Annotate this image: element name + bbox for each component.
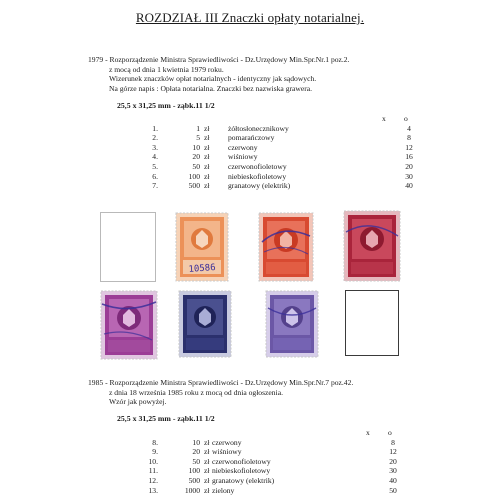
table-row	[140, 124, 440, 134]
face-value: 10	[192, 142, 200, 152]
table-row	[140, 162, 440, 172]
stamp-color: czerwonofioletowy	[228, 161, 287, 171]
price-used: 30	[405, 171, 413, 181]
price-used: 4	[407, 123, 411, 133]
catalog-number: 1.	[152, 123, 158, 133]
stamp-6-image	[265, 290, 319, 358]
stamp-color: niebieskofioletowy	[212, 466, 271, 476]
section-1979-text	[88, 55, 350, 93]
catalog-number: 5.	[152, 161, 158, 171]
table-row	[140, 438, 440, 448]
o-column-header: o	[404, 114, 408, 123]
stamp-color: niebieskofioletowy	[228, 171, 287, 181]
face-value: 50	[192, 456, 200, 466]
stamp-5	[178, 290, 232, 358]
face-value: 500	[188, 181, 200, 191]
catalog-number: 3.	[152, 142, 158, 152]
face-value: 5	[196, 133, 200, 143]
currency-unit: zł	[204, 161, 210, 171]
face-value: 100	[188, 171, 200, 181]
table-row	[140, 181, 440, 191]
stamp-color: czerwonofioletowy	[212, 456, 271, 466]
section-1985-line-1: 1985 - Rozporządzenie Ministra Sprawiedliwości - Dz.Urzędowy Min.Spr.Nr.7 poz.42.	[88, 378, 354, 387]
price-used: 50	[389, 485, 397, 495]
price-used: 16	[405, 152, 413, 162]
currency-unit: zł	[204, 447, 210, 457]
face-value: 500	[188, 475, 200, 485]
currency-unit: zł	[204, 437, 210, 447]
stamp-color: pomarańczowy	[228, 133, 275, 143]
price-used: 8	[407, 133, 411, 143]
section-1979-line-3: Wizerunek znaczków opłat notarialnych - identyczny jak sądowych.	[109, 74, 317, 84]
stamp-1	[175, 212, 229, 282]
price-used: 20	[405, 161, 413, 171]
catalog-number: 11.	[148, 466, 158, 476]
catalog-number: 6.	[152, 171, 158, 181]
price-used: 20	[389, 456, 397, 466]
face-value: 1	[196, 123, 200, 133]
stamp-1-handwritten-number: 10586	[188, 263, 216, 275]
price-used: 12	[405, 142, 413, 152]
stamp-3	[343, 210, 401, 282]
catalog-number: 10.	[148, 456, 158, 466]
face-value: 1000	[184, 485, 200, 495]
section-1979-table	[140, 114, 440, 191]
currency-unit: zł	[204, 171, 210, 181]
currency-unit: zł	[204, 152, 210, 162]
stamp-3-image	[343, 210, 401, 282]
catalog-number: 4.	[152, 152, 158, 162]
stamp-2	[258, 212, 314, 282]
currency-unit: zł	[204, 475, 210, 485]
catalog-number: 9.	[152, 447, 158, 457]
table-row	[140, 143, 440, 153]
stamp-color: granatowy (elektrik)	[228, 181, 291, 191]
currency-unit: zł	[204, 142, 210, 152]
section-1979-line-1: 1979 - Rozporządzenie Ministra Sprawiedliwości - Dz.Urzędowy Min.Spr.Nr.1 poz.2.	[88, 55, 350, 64]
face-value: 10	[192, 437, 200, 447]
currency-unit: zł	[204, 181, 210, 191]
face-value: 50	[192, 161, 200, 171]
catalog-number: 12.	[148, 475, 158, 485]
currency-unit: zł	[204, 123, 210, 133]
currency-unit: zł	[204, 456, 210, 466]
stamp-color: czerwony	[228, 142, 258, 152]
stamp-5-image	[178, 290, 232, 358]
table-row	[140, 447, 440, 457]
price-used: 8	[391, 437, 395, 447]
catalog-number: 7.	[152, 181, 158, 191]
section-1985-table	[140, 428, 440, 495]
table-row	[140, 152, 440, 162]
catalog-number: 13.	[148, 485, 158, 495]
section-1985-line-2: z dnia 18 września 1985 roku z mocą od dnia ogłoszenia.	[109, 387, 283, 397]
price-used: 30	[389, 466, 397, 476]
stamp-color: czerwony	[212, 437, 242, 447]
stamp-color: zielony	[212, 485, 235, 495]
currency-unit: zł	[204, 485, 210, 495]
empty-stamp-slot	[345, 290, 399, 356]
face-value: 20	[192, 447, 200, 457]
stamp-color: żółtosłonecznikowy	[228, 123, 289, 133]
section-1979-line-2: z mocą od dnia 1 kwietnia 1979 roku.	[109, 64, 224, 74]
table-row	[140, 476, 440, 486]
table-header	[140, 428, 440, 438]
table-row	[140, 133, 440, 143]
price-used: 12	[389, 447, 397, 457]
price-used: 40	[405, 181, 413, 191]
stamp-color: wiśniowy	[212, 447, 242, 457]
table-header	[140, 114, 440, 124]
catalog-number: 2.	[152, 133, 158, 143]
stamp-4-image	[100, 290, 158, 360]
stamp-4	[100, 290, 158, 360]
stamp-2-image	[258, 212, 314, 282]
table-row	[140, 466, 440, 476]
stamp-1-image	[175, 212, 229, 282]
table-row	[140, 172, 440, 182]
empty-stamp-slot	[100, 212, 156, 282]
section-1985-line-3: Wzór jak powyżej.	[109, 397, 167, 407]
catalog-number: 8.	[152, 437, 158, 447]
x-column-header: x	[382, 114, 386, 123]
table-row	[140, 457, 440, 467]
price-used: 40	[389, 475, 397, 485]
table-row	[140, 486, 440, 496]
section-1985-spec: 25,5 x 31,25 mm - ząbk.11 1/2	[117, 414, 215, 423]
o-column-header: o	[388, 428, 392, 437]
x-column-header: x	[366, 428, 370, 437]
face-value: 100	[188, 466, 200, 476]
section-1979-line-4: Na górze napis : Opłata notarialna. Znaczki bez nazwiska grawera.	[109, 83, 313, 93]
stamp-6	[265, 290, 319, 358]
stamp-color: wiśniowy	[228, 152, 258, 162]
stamp-color: granatowy (elektrik)	[212, 475, 275, 485]
section-1985-text	[88, 378, 353, 407]
page-title: ROZDZIAŁ III Znaczki opłaty notarialnej.	[135, 10, 365, 25]
currency-unit: zł	[204, 466, 210, 476]
section-1979-spec: 25,5 x 31,25 mm - ząbk.11 1/2	[117, 101, 215, 110]
currency-unit: zł	[204, 133, 210, 143]
face-value: 20	[192, 152, 200, 162]
